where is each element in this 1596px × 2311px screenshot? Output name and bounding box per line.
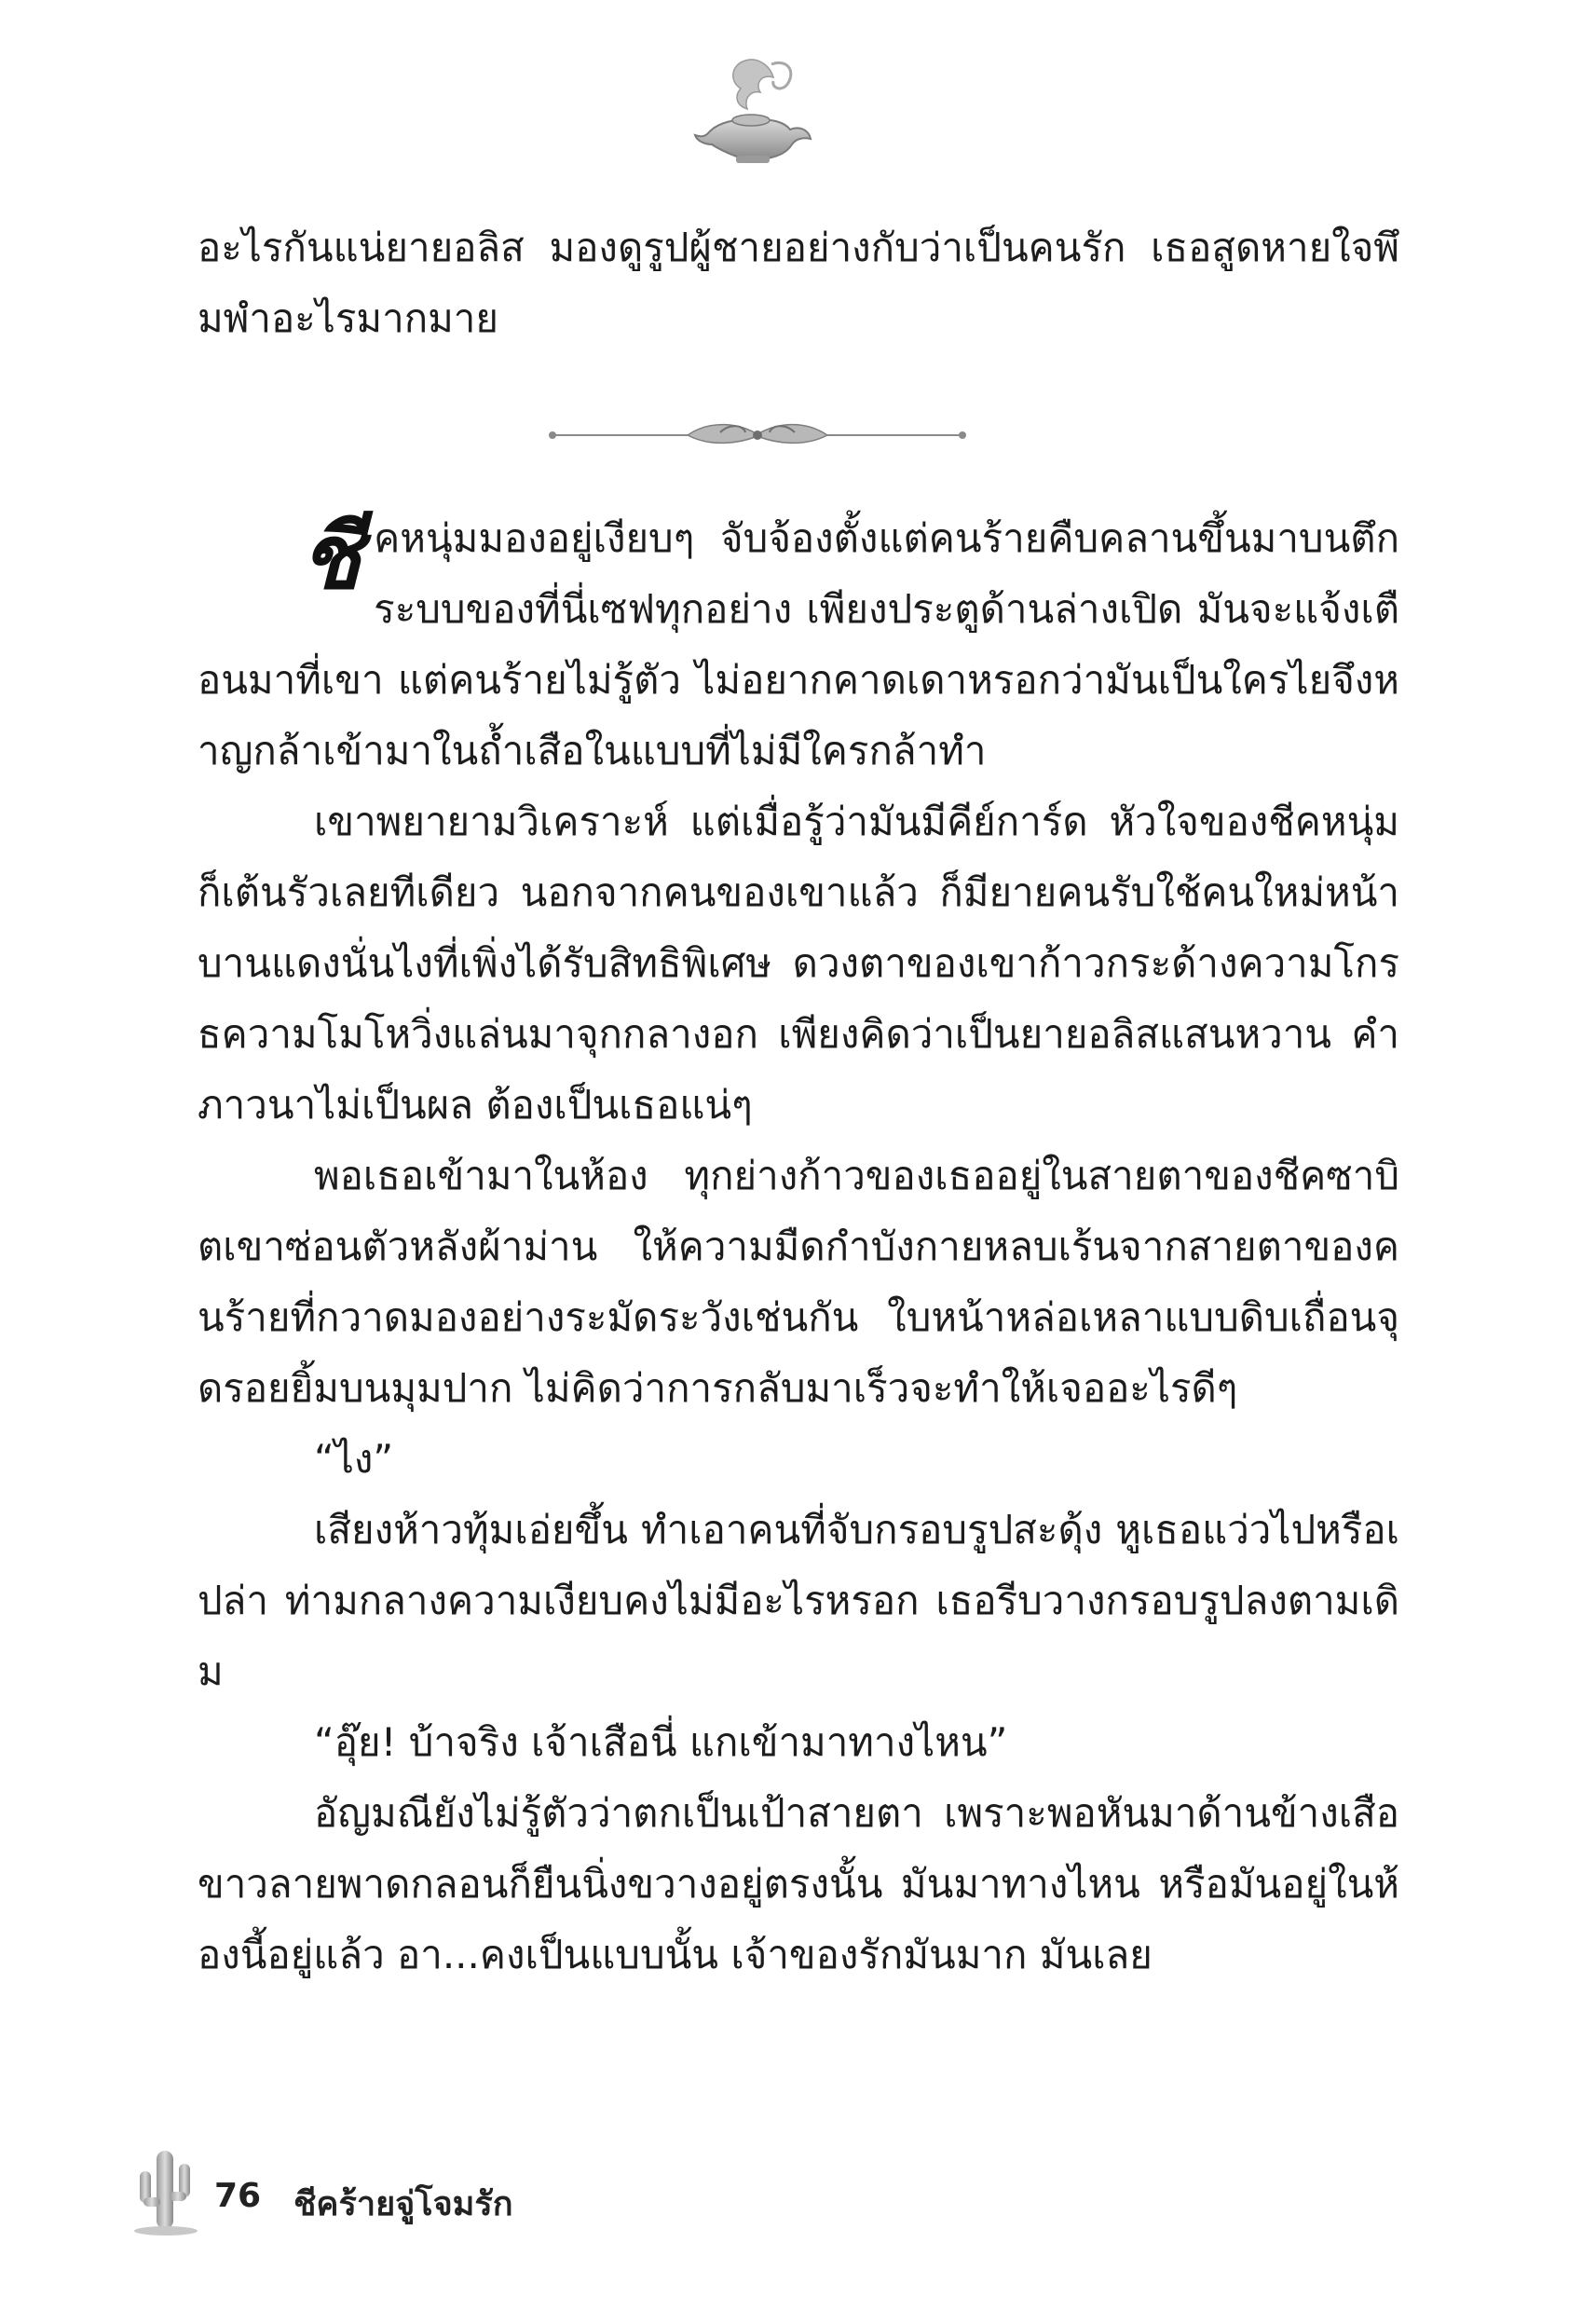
cactus-icon xyxy=(130,2143,205,2236)
book-title: ชีคร้ายจู่โจมรัก xyxy=(293,2185,513,2223)
paragraph: พอเธอเข้ามาในห้อง ทุกย่างก้าวของเธออยู่ในสายตาของชีคซาบิตเขาซ่อนตัวหลังผ้าม่าน ให้ความมืดกำบังกายหลบเร้นจากสายตาของคนร้ายที่กวาดมองอย่างระมัดระวังเช่นกัน ใบหน้าหล่อเหลาแบบดิบเถื่อนจุดรอยยิ้มบนมุมปาก ไม่คิดว่าการกลับมาเร็วจะทำให้เจออะไรดีๆ xyxy=(198,1153,1399,1411)
body-text-block xyxy=(198,503,1399,1990)
drop-cap: ชี xyxy=(300,504,361,609)
ornamental-divider-icon xyxy=(548,412,967,458)
first-paragraph-text: คหนุ่มมองอยู่เงียบๆ จับจ้องตั้งแต่คนร้ายคืบคลานขึ้นมาบนตึก ระบบของที่นี่เซฟทุกอย่าง เพียงประตูด้านล่างเปิด มันจะแจ้งเตือนมาที่เขา แต่คนร้ายไม่รู้ตัว ไม่อยากคาดเดาหรอกว่ามันเป็นใครไยจึงหาญกล้าเข้ามาในถ้ำเสือในแบบที่ไม่มีใครกล้าทำ xyxy=(198,515,1399,773)
page-number: 76 xyxy=(214,2177,262,2215)
intro-paragraph-block xyxy=(198,212,1399,354)
paragraph: เขาพยายามวิเคราะห์ แต่เมื่อรู้ว่ามันมีคีย์การ์ด หัวใจของชีคหนุ่มก็เต้นรัวเลยทีเดียว นอกจากคนของเขาแล้ว ก็มียายคนรับใช้คนใหม่หน้าบานแดงนั่นไงที่เพิ่งได้รับสิทธิพิเศษ ดวงตาของเขาก้าวกระด้างความโกรธความโมโหวิ่งแล่นมาจุกกลางอก เพียงคิดว่าเป็นยายอลิสแสนหวาน คำภาวนาไม่เป็นผล ต้องเป็นเธอแน่ๆ xyxy=(198,799,1399,1128)
page-footer xyxy=(130,2143,876,2236)
intro-paragraph: อะไรกันแน่ยายอลิส มองดูรูปผู้ชายอย่างกับว่าเป็นคนรัก เธอสูดหายใจพึมพำอะไรมากมาย xyxy=(198,225,1399,341)
genie-lamp-emblem-icon xyxy=(689,51,820,172)
paragraph: อัญมณียังไม่รู้ตัวว่าตกเป็นเป้าสายตา เพราะพอหันมาด้านข้างเสือขาวลายพาดกลอนก็ยืนนิ่งขวางอยู่ตรงนั้น มันมาทางไหน หรือมันอยู่ในห้องนี้อยู่แล้ว อา...คงเป็นแบบนั้น เจ้าของรักมันมาก มันเลย xyxy=(198,1790,1399,1977)
dialogue-line: “ไง” xyxy=(314,1436,394,1482)
dialogue-line: “อุ๊ย! บ้าจริง เจ้าเสือนี่ แกเข้ามาทางไหน” xyxy=(314,1719,1008,1765)
first-paragraph xyxy=(198,503,1399,786)
paragraph: เสียงห้าวทุ้มเอ่ยขึ้น ทำเอาคนที่จับกรอบรูปสะดุ้ง หูเธอแว่วไปหรือเปล่า ท่ามกลางความเงียบคงไม่มีอะไรหรอก เธอรีบวางกรอบรูปลงตามเดิม xyxy=(198,1507,1399,1694)
